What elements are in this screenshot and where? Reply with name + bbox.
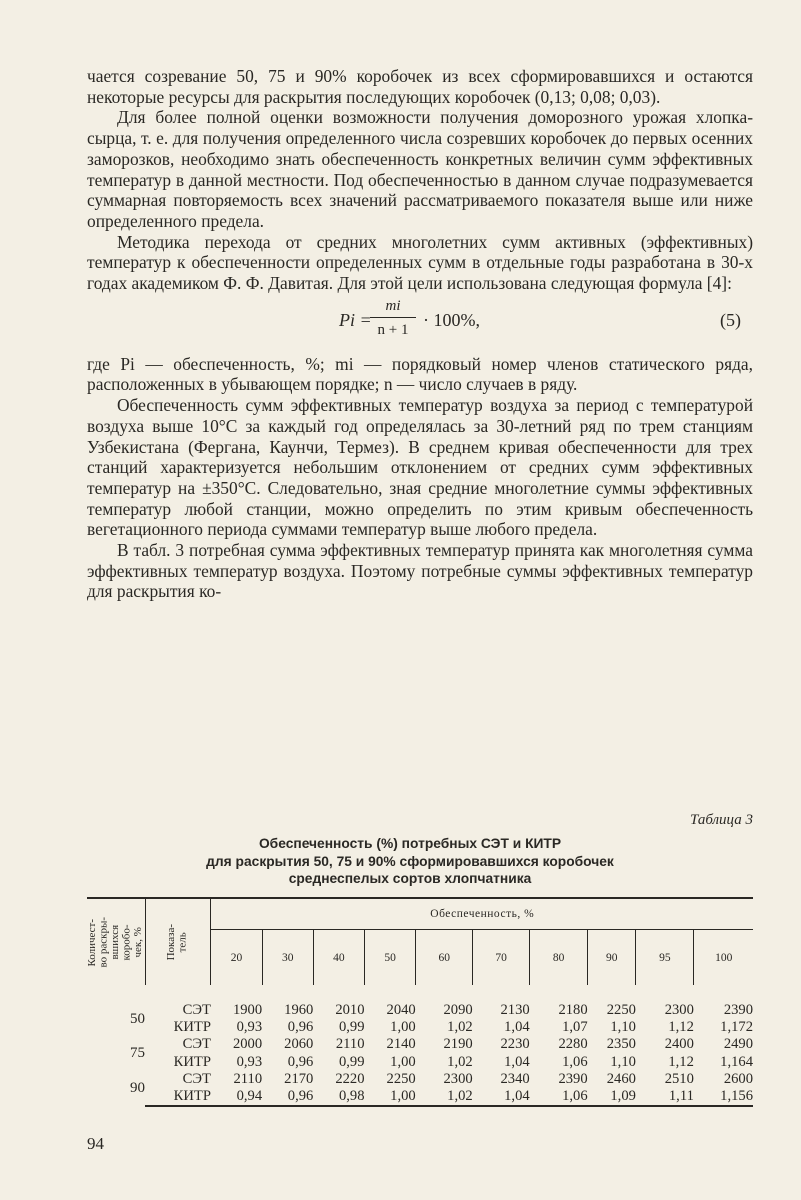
data-table (87, 897, 753, 1107)
table-label: Таблица 3 (690, 812, 753, 828)
value-cell: 0,99 (338, 1053, 365, 1070)
value-cell: 1,00 (365, 1088, 416, 1106)
formula-fraction (370, 296, 416, 341)
formula-lhs: Pi = (339, 309, 372, 330)
percentage-header: 100 (715, 951, 733, 964)
value-cell: 2250 (386, 1070, 416, 1087)
value-cell: 2350 (606, 1036, 636, 1053)
security-group-header: Обеспеченность, % (211, 898, 753, 930)
formula-number: (5) (720, 309, 741, 330)
percentage-header: 20 (211, 930, 262, 986)
value-cell: 1,164 (720, 1053, 753, 1070)
table-title-line: Обеспеченность (%) потребных СЭТ и КИТР (258, 836, 562, 851)
table-row (87, 1071, 753, 1088)
value-cell: 1,07 (562, 1019, 588, 1036)
table-title-line: для раскрытия 50, 75 и 90% сформировавшихся коробочек (206, 853, 614, 869)
value-cell: 1,10 (610, 1053, 636, 1070)
value-cell: 2230 (500, 1036, 530, 1053)
percentage-header: 80 (530, 930, 588, 986)
value-cell: 1,04 (504, 1053, 530, 1070)
value-cell: 1,06 (562, 1053, 588, 1070)
value-cell: 2010 (335, 1002, 365, 1018)
value-cell: 2400 (664, 1036, 694, 1053)
paragraph: Обеспеченность сумм эффективных температур воздуха за период с температурой воздуха выше 10°С за каждый год определялась за 30-летний ряд по трем станциям Узбекистана (Фергана, Каунчи, Термез). В среднем кривая обеспеченности для трех станций характеризуется небольшим отклонением от средних сумм эффективных температур на ±350°С. Следовательно, зная средние многолетние суммы эффективных температур любой станции, можно определить по этим кривым обеспеченность вегетационного периода суммами температур выше любого предела. (87, 395, 753, 540)
body-text (87, 66, 753, 602)
value-cell: 2510 (664, 1070, 694, 1087)
value-cell: 2460 (606, 1070, 636, 1087)
table-row (87, 1088, 753, 1106)
count-column-header: Количест- во раскры- вшихся коробо- чек, % (87, 898, 145, 985)
value-cell: 2340 (500, 1070, 530, 1087)
value-cell: 1,04 (504, 1019, 530, 1036)
value-cell: 2110 (233, 1070, 263, 1087)
value-cell: 0,99 (338, 1019, 365, 1036)
percentage-header: 70 (473, 930, 530, 986)
value-cell: 0,94 (211, 1088, 262, 1106)
value-cell: 2180 (558, 1002, 588, 1018)
paragraph: Для более полной оценки возможности получения доморозного урожая хлопка-сырца, т. е. для получения определенного числа созревших коробочек до первых осенних заморозков, необходимо знать обеспеченность конкретных величин сумм эффективных температур в данной местности. Под обеспеченностью в данном случае подразумевается суммарная повторяемость всех значений рассматриваемого показателя выше или ниже определенного предела. (87, 107, 753, 231)
indicator-cell: СЭТ (182, 1036, 211, 1053)
formula-rhs: · 100%, (423, 309, 480, 330)
value-cell: 0,96 (287, 1019, 314, 1036)
value-cell: 1,172 (720, 1019, 753, 1036)
value-cell: 1,02 (447, 1053, 473, 1070)
value-cell: 1,156 (694, 1088, 753, 1106)
value-cell: 0,98 (313, 1088, 364, 1106)
value-cell: 2110 (335, 1036, 365, 1053)
value-cell: 2390 (558, 1070, 588, 1087)
value-cell: 1,04 (473, 1088, 530, 1106)
formula (87, 296, 753, 354)
bolls-count-cell: 50 (130, 1010, 145, 1027)
percentage-header: 40 (313, 930, 364, 986)
value-cell: 2040 (386, 1002, 416, 1018)
value-cell: 2130 (500, 1002, 530, 1018)
value-cell: 1960 (284, 1002, 314, 1018)
indicator-cell: КИТР (173, 1053, 211, 1070)
value-cell: 1,02 (416, 1088, 473, 1106)
value-cell: 2250 (606, 1002, 636, 1018)
value-cell: 2490 (723, 1036, 753, 1053)
formula-numerator: mi (370, 296, 416, 319)
value-cell: 2170 (284, 1070, 314, 1087)
value-cell: 1,11 (636, 1088, 694, 1106)
value-cell: 1,12 (668, 1019, 694, 1036)
value-cell: 2090 (443, 1002, 473, 1018)
value-cell: 1,06 (530, 1088, 588, 1106)
paragraph: В табл. 3 потребная сумма эффективных температур принята как многолетняя сумма эффективных температур воздуха. Поэтому потребные суммы эффективных температур для раскрытия ко- (87, 540, 753, 602)
value-cell: 1,00 (390, 1019, 416, 1036)
value-cell: 1,10 (610, 1019, 636, 1036)
value-cell: 0,93 (236, 1053, 263, 1070)
paragraph: Методика перехода от средних многолетних сумм активных (эффективных) температур к обеспеченности определенных сумм в отдельные годы разработана в 30-х годах академиком Ф. Ф. Давитая. Для этой цели использована следующая формула [4]: (87, 231, 753, 294)
value-cell: 2600 (723, 1070, 753, 1087)
bolls-count-cell: 90 (130, 1079, 145, 1096)
value-cell: 2280 (558, 1036, 588, 1053)
value-cell: 2300 (443, 1070, 473, 1087)
bolls-count-cell: 75 (130, 1045, 145, 1061)
value-cell: 2220 (335, 1070, 365, 1087)
value-cell: 1900 (232, 1002, 263, 1018)
table-title-line: среднеспелых сортов хлопчатника (288, 871, 532, 886)
value-cell: 1,09 (588, 1088, 636, 1106)
percentage-header: 90 (588, 930, 636, 986)
page-number: 94 (87, 1134, 104, 1153)
value-cell: 0,93 (236, 1019, 263, 1036)
value-cell: 2000 (232, 1036, 263, 1053)
indicator-cell: КИТР (173, 1019, 211, 1036)
paragraph: чается созревание 50, 75 и 90% коробочек из всех сформировавшихся и остаются некоторые ресурсы для раскрытия последующих коробочек (0,13; 0,08; 0,03). (87, 66, 753, 107)
value-cell: 2300 (664, 1002, 694, 1018)
percentage-header: 50 (365, 930, 416, 986)
table-row (87, 1019, 753, 1036)
paragraph: где Pi — обеспеченность, %; mi — порядковый номер членов статического ряда, расположенных в убывающем порядке; n — число случаев в ряду. (87, 353, 753, 395)
table-row (87, 1002, 753, 1019)
indicator-column-header: Показа- тель (145, 898, 211, 985)
indicator-cell: КИТР (145, 1088, 211, 1106)
value-cell: 1,02 (447, 1019, 473, 1036)
value-cell: 2140 (386, 1036, 416, 1053)
value-cell: 2060 (284, 1036, 314, 1053)
value-cell: 2390 (723, 1002, 753, 1018)
indicator-cell: СЭТ (182, 1002, 211, 1018)
indicator-cell: СЭТ (182, 1070, 211, 1087)
percentage-header: 60 (416, 930, 473, 986)
value-cell: 0,96 (262, 1088, 313, 1106)
value-cell: 2190 (443, 1036, 473, 1053)
percentage-header: 95 (636, 930, 694, 986)
value-cell: 1,12 (668, 1053, 694, 1070)
table-row (87, 1036, 753, 1053)
table-row (87, 1054, 753, 1071)
value-cell: 0,96 (287, 1053, 314, 1070)
percentage-header: 30 (262, 930, 313, 986)
table-title (150, 835, 670, 888)
formula-denominator: n + 1 (377, 322, 409, 339)
value-cell: 1,00 (390, 1053, 416, 1070)
